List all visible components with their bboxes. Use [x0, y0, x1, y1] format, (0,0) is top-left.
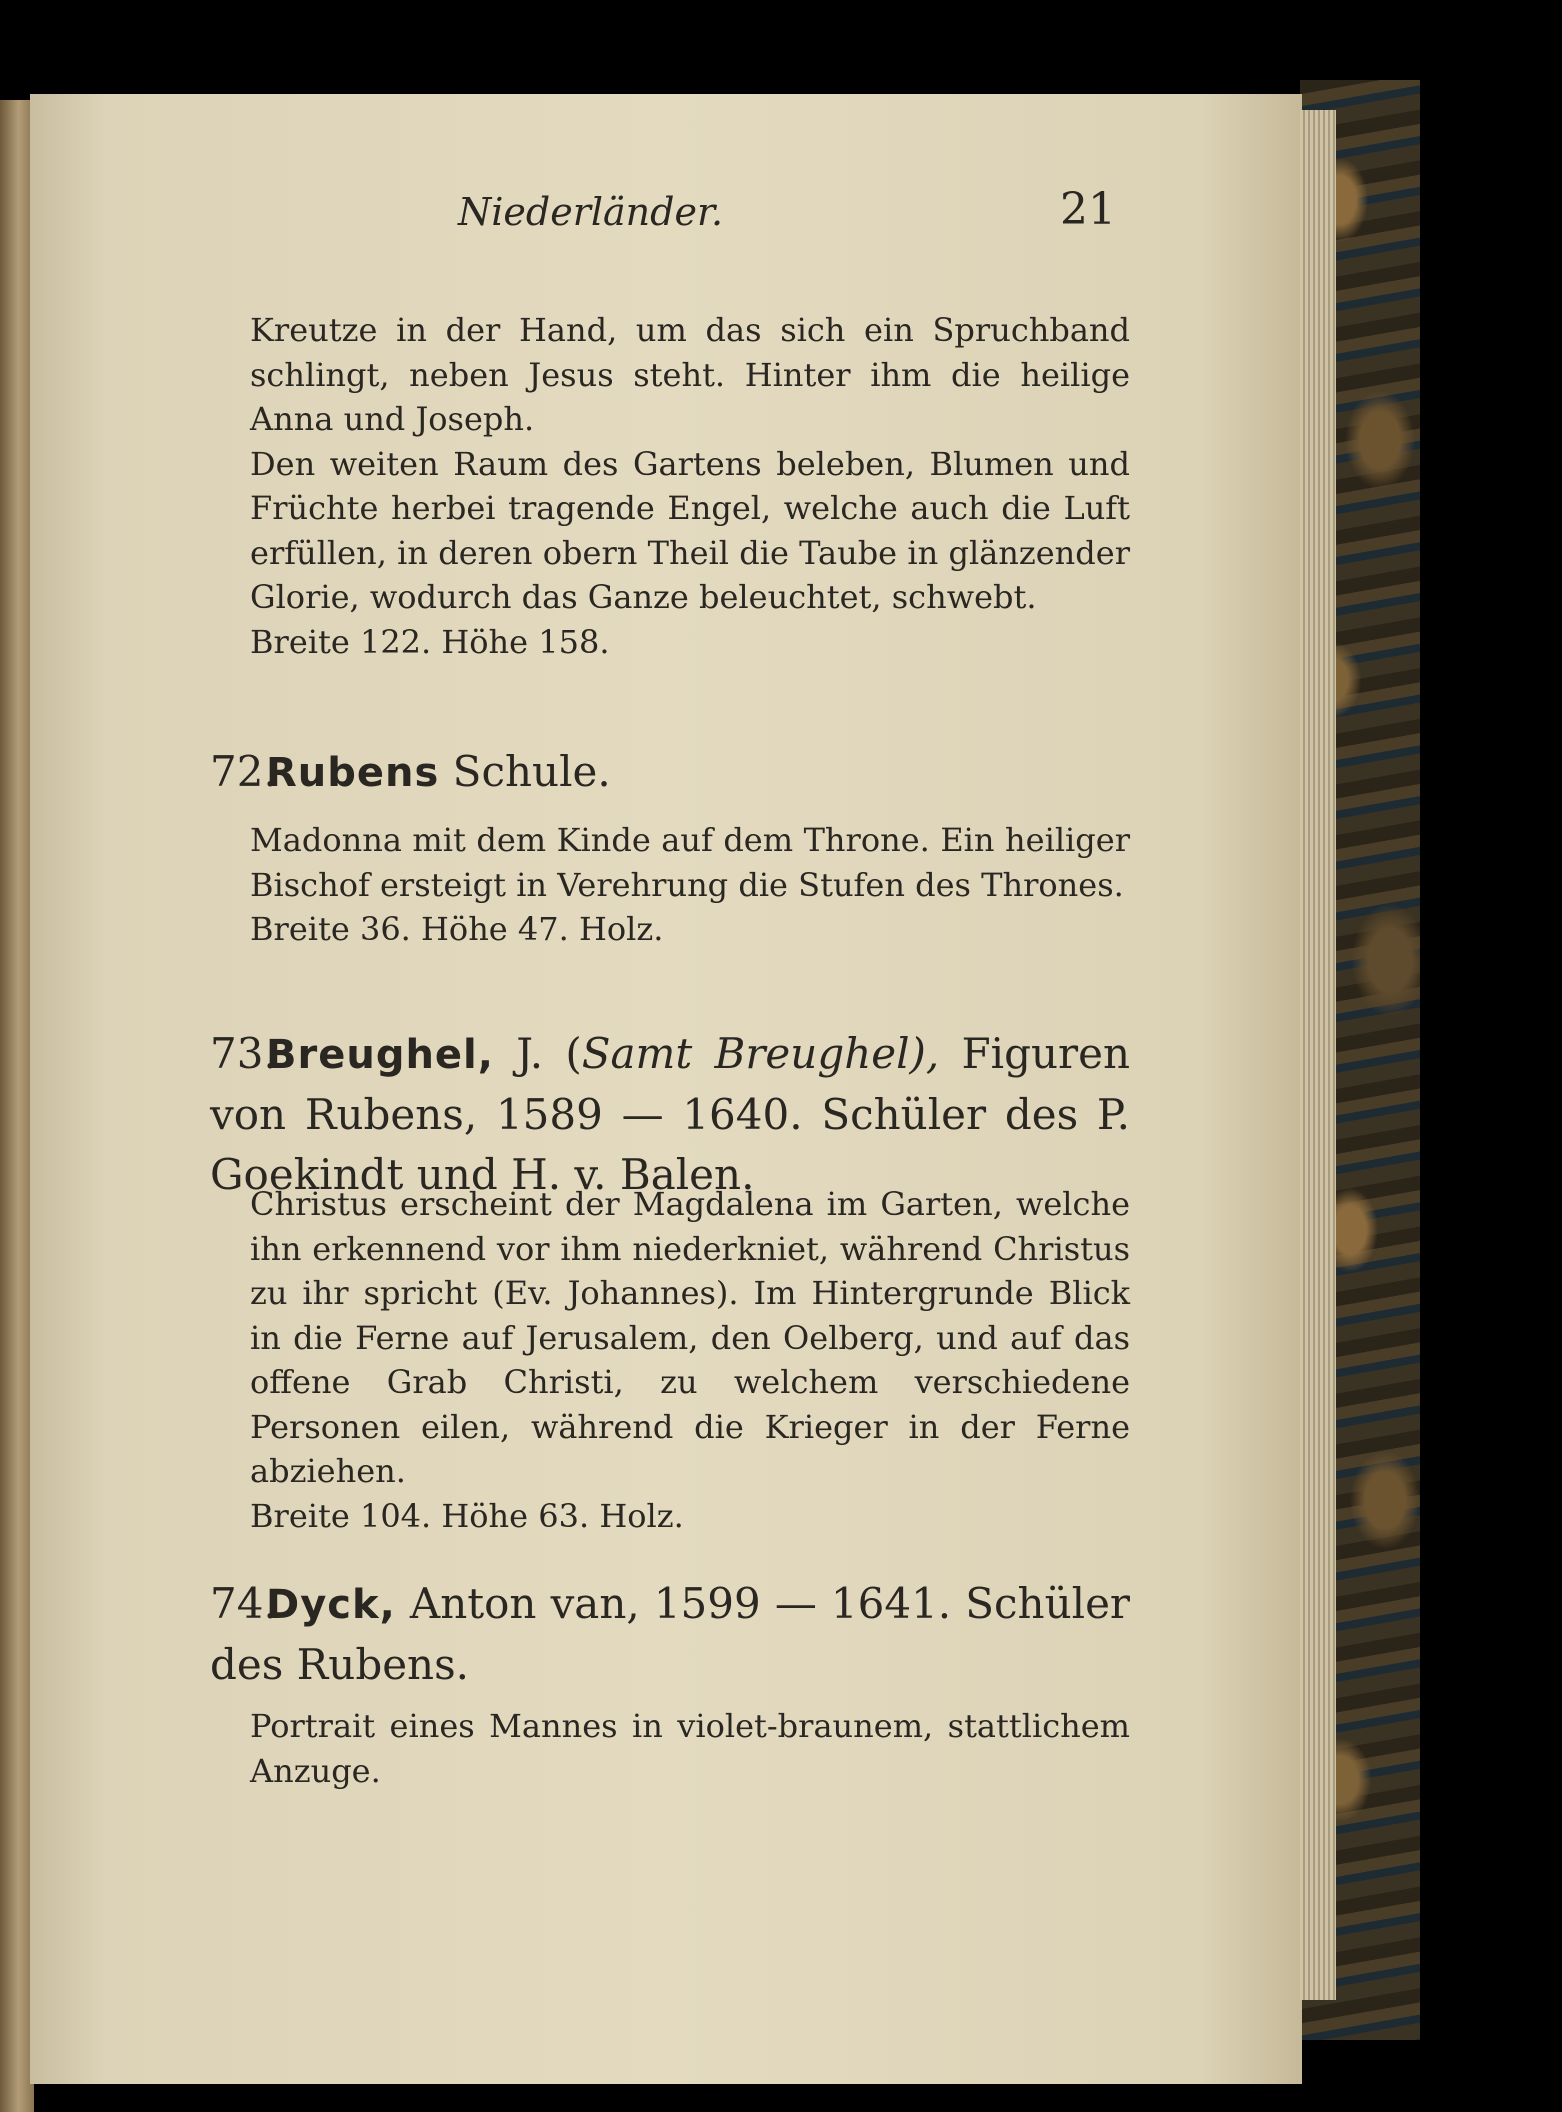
- artist-name: Rubens: [266, 750, 440, 796]
- entry-dimensions: Breite 36. Höhe 47. Holz.: [250, 910, 664, 948]
- catalog-entry-74: [210, 1574, 1130, 1695]
- entry-heading-italic: Samt Breughel),: [581, 1029, 940, 1078]
- entry-73-body: [250, 1182, 1130, 1538]
- entry-dimensions: Breite 104. Höhe 63. Holz.: [250, 1496, 684, 1535]
- entry-number: 72.: [210, 747, 277, 796]
- page-block-edge: [1300, 110, 1336, 2000]
- entry-heading-rest: Anton van, 1599 — 1641. Schüler des Rubens.: [210, 1579, 1130, 1689]
- artist-name: Dyck,: [266, 1582, 396, 1628]
- entry-number: 74.: [210, 1579, 277, 1628]
- entry-heading-rest: Figuren von Rubens, 1589 — 1640. Schüler des P. Goekindt und H. v. Balen.: [210, 1029, 1130, 1199]
- entry-72-body: [250, 818, 1130, 952]
- intro-text: [250, 308, 1130, 664]
- catalog-entry-72: [210, 742, 1130, 803]
- entry-description: Portrait eines Mannes in violet-braunem, stattlichem Anzuge.: [250, 1707, 1130, 1790]
- entry-description: Christus erscheint der Magdalena im Garten, welche ihn erkennend vor ihm niederkniet, während Christus zu ihr spricht (Ev. Johannes). Im Hintergrunde Blick in die Ferne auf Jerusalem, den Oelberg, und auf das offene Grab Christi, zu welchem verschiedene Personen eilen, während die Krieger in der Ferne abziehen.: [250, 1185, 1130, 1490]
- intro-paragraph: Kreutze in der Hand, um das sich ein Spruchband schlingt, neben Jesus steht. Hinter ihm die heilige Anna und Joseph.: [250, 311, 1130, 438]
- catalog-entry-73: [210, 1024, 1130, 1205]
- running-head: Niederländer.: [458, 190, 724, 234]
- entry-74-body: [250, 1704, 1130, 1793]
- entry-heading-rest: J. (: [493, 1029, 582, 1078]
- entry-number: 73.: [210, 1029, 277, 1078]
- entry-description: Madonna mit dem Kinde auf dem Throne. Ein heiliger Bischof ersteigt in Verehrung die Stufen des Thrones.: [250, 821, 1130, 904]
- facing-page-edge: [0, 100, 34, 2112]
- book-page: [30, 94, 1302, 2084]
- page-number: 21: [1060, 184, 1116, 235]
- intro-paragraph: Den weiten Raum des Gartens beleben, Blumen und Früchte herbei tragende Engel, welche auch die Luft erfüllen, in deren obern Theil die Taube in glänzender Glorie, wodurch das Ganze beleuchtet, schwebt.: [250, 444, 1130, 616]
- entry-heading-rest: Schule.: [439, 747, 611, 796]
- artist-name: Breughel,: [266, 1032, 494, 1078]
- intro-dimensions: Breite 122. Höhe 158.: [250, 622, 610, 661]
